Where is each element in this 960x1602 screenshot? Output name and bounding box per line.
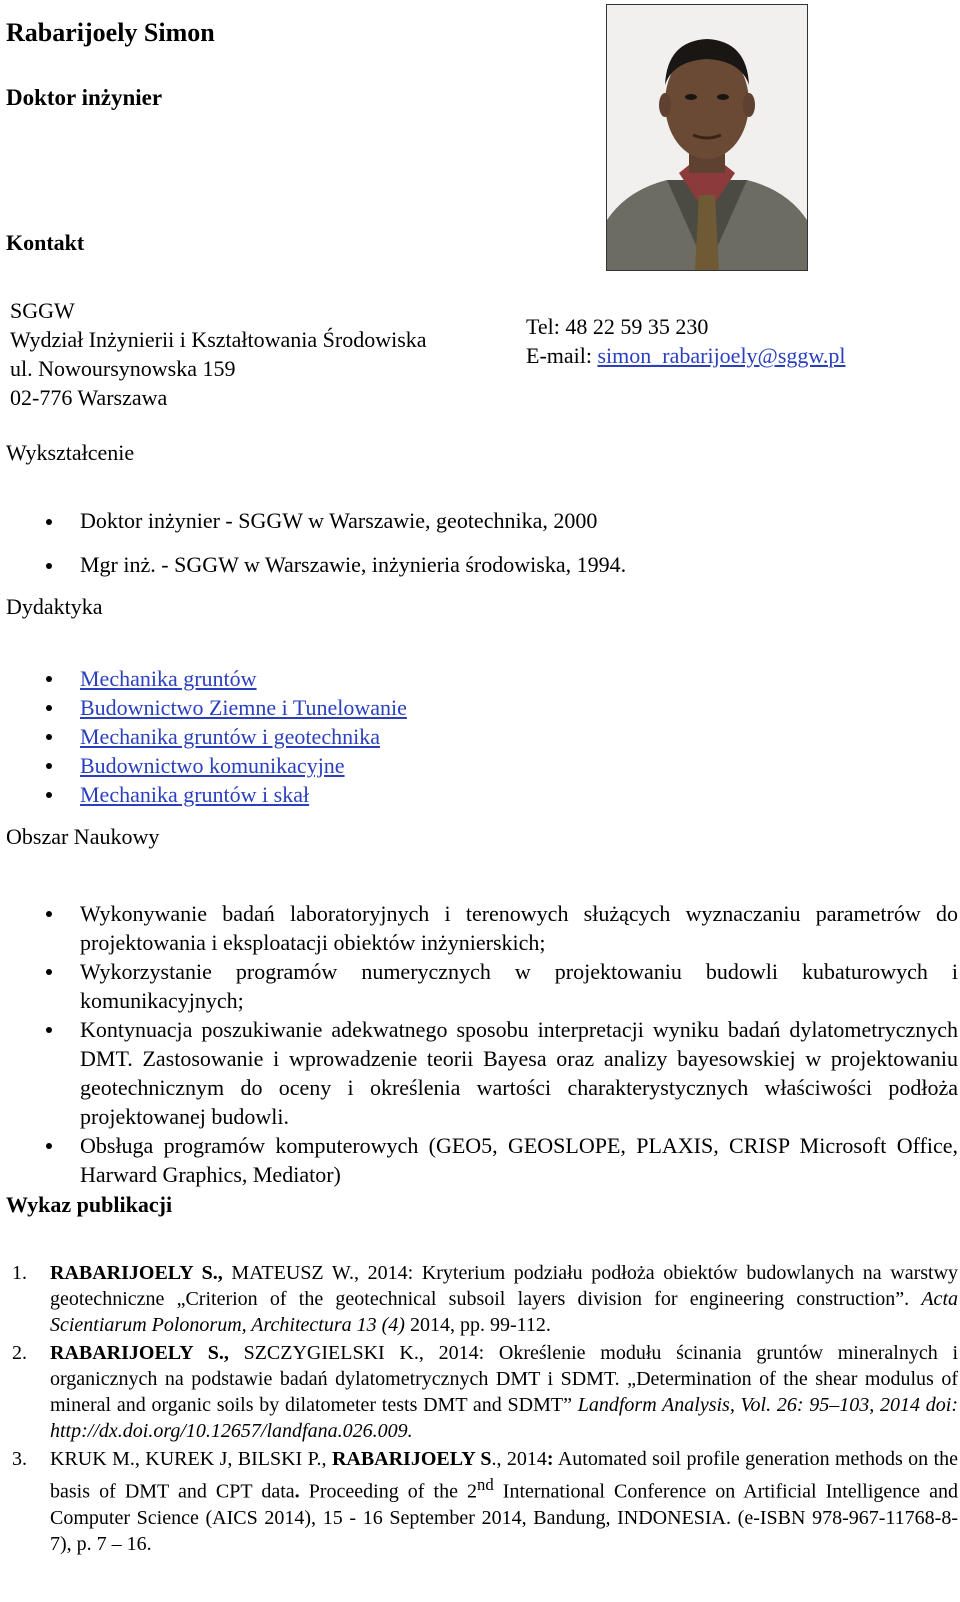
bullet-icon: [46, 734, 52, 740]
publication-number: 3.: [12, 1448, 27, 1470]
contact-heading: Kontakt: [6, 230, 85, 255]
publication-text: , 2014: Kryterium podziału podłoża obiektów budowlanych na warstwy geotechniczne „Criterion of the geotechnical subsoil layers division for engineering construction”.: [50, 1262, 959, 1310]
publication-coauthor: SZCZYGIELSKI K.: [228, 1342, 419, 1364]
email-link[interactable]: simon_rabarijoely@sggw.pl: [597, 343, 846, 368]
bullet-icon: [46, 519, 52, 525]
publication-journal: Acta Scientiarum Polonorum, Architectura 13 (4): [50, 1288, 958, 1336]
course-link[interactable]: Mechanika gruntów: [80, 666, 257, 691]
contact-details: [526, 312, 845, 370]
education-list: [6, 506, 926, 594]
email-label: E-mail:: [526, 343, 598, 368]
list-item: [6, 693, 926, 722]
address-block: [10, 296, 427, 412]
publication-number: 2.: [12, 1342, 27, 1364]
publication-proceeding: Proceeding of the 2: [299, 1480, 478, 1503]
list-item: [6, 722, 926, 751]
publication-author-main: RABARIJOELY S: [331, 1448, 492, 1470]
publication-number: 1.: [12, 1262, 27, 1284]
publication-author-main: RABARIJOELY S.,: [50, 1262, 223, 1284]
publication-colon: :: [546, 1448, 554, 1470]
bullet-icon: [46, 763, 52, 769]
bullet-icon: [46, 676, 52, 682]
list-item: [6, 957, 958, 1015]
list-item: [6, 899, 958, 957]
teaching-list: [6, 664, 926, 809]
research-item: Kontynuacja poszukiwanie adekwatnego sposobu interpretacji wyniku badań dylatometrycznych DMT. Zastosowanie i wprowadzenie teorii Bayesa oraz analizy bayesowskiej w projektowaniu geotechnicznym do oceny i określenia wartości charakterystycznych właściwości podłoża projektowanej budowli.: [80, 1017, 958, 1129]
teaching-heading: Dydaktyka: [6, 594, 103, 619]
publication-item: [6, 1340, 958, 1444]
address-line: Wydział Inżynierii i Kształtowania Środowiska: [10, 327, 427, 352]
publication-text: , 2014: Określenie modułu ścinania gruntów mineralnych i organicznych na podstawie badań dylatometrycznych DMT i SDMT. „Determination of the shear modulus of mineral and organic soils by dilatometer tests DMT and SDMT”: [50, 1342, 958, 1416]
publication-conference: International Conference on Artificial Intelligence and Computer Science (AICS 2014), 15 - 16 September 2014, Bandung, INDONESIA. (e-ISBN 978-967-11768-8-7), p. 7 – 16.: [50, 1480, 958, 1555]
address-line: 02-776 Warszawa: [10, 385, 168, 410]
phone-number: Tel: 48 22 59 35 230: [526, 314, 709, 339]
publication-journal: Landform Analysis, Vol. 26: 95–103, 2014 doi: http://dx.doi.org/10.12657/landfana.026.009.: [50, 1394, 958, 1442]
publications-list: [6, 1260, 958, 1559]
research-item: Wykorzystanie programów numerycznych w projektowaniu budowli kubaturowych i komunikacyjnych;: [80, 959, 958, 1013]
education-item: Doktor inżynier - SGGW w Warszawie, geotechnika, 2000: [80, 508, 598, 533]
list-item: [6, 550, 926, 594]
publication-coauthors: KRUK M., KUREK J, BILSKI P.,: [50, 1448, 332, 1470]
course-link[interactable]: Mechanika gruntów i skał: [80, 782, 310, 807]
publication-author-main: RABARIJOELY S.,: [50, 1342, 229, 1364]
address-line: ul. Nowoursynowska 159: [10, 356, 236, 381]
person-name: Rabarijoely Simon: [6, 18, 215, 47]
course-link[interactable]: Budownictwo komunikacyjne: [80, 753, 345, 778]
list-item: [6, 1015, 958, 1131]
publication-item: [6, 1446, 958, 1557]
publication-title: Automated soil profile generation methods on the basis of DMT and CPT data: [50, 1448, 959, 1503]
publication-coauthor: MATEUSZ W.: [222, 1262, 354, 1284]
portrait-image: [607, 5, 807, 270]
education-item: Mgr inż. - SGGW w Warszawie, inżynieria środowiska, 1994.: [80, 552, 627, 577]
course-link[interactable]: Mechanika gruntów i geotechnika: [80, 724, 380, 749]
email-row: [526, 341, 845, 370]
research-heading: Obszar Naukowy: [6, 824, 160, 849]
publication-item: [6, 1260, 958, 1338]
list-item: [6, 1131, 958, 1189]
bullet-icon: [46, 911, 52, 917]
research-item: Wykonywanie badań laboratoryjnych i terenowych służących wyznaczaniu parametrów do projektowania i eksploatacji obiektów inżynierskich;: [80, 901, 958, 955]
research-item: Obsługa programów komputerowych (GEO5, GEOSLOPE, PLAXIS, CRISP Microsoft Office, Harward Graphics, Mediator): [80, 1133, 958, 1187]
bullet-icon: [46, 1027, 52, 1033]
address-line: SGGW: [10, 298, 75, 323]
list-item: [6, 506, 926, 550]
bullet-icon: [46, 1143, 52, 1149]
publication-tail: 2014, pp. 99-112.: [404, 1314, 551, 1336]
bullet-icon: [46, 705, 52, 711]
research-list: [6, 899, 958, 1189]
education-heading: Wykształcenie: [6, 440, 135, 465]
bullet-icon: [46, 969, 52, 975]
bullet-icon: [46, 792, 52, 798]
portrait-photo: [606, 4, 808, 271]
list-item: [6, 664, 926, 693]
publication-sup: nd: [477, 1475, 494, 1494]
publication-text: ., 2014: [491, 1448, 547, 1470]
list-item: [6, 751, 926, 780]
publications-heading: Wykaz publikacji: [6, 1192, 173, 1217]
publication-dot: .: [294, 1480, 300, 1503]
person-title: Doktor inżynier: [6, 85, 163, 110]
bullet-icon: [46, 563, 52, 569]
list-item: [6, 780, 926, 809]
course-link[interactable]: Budownictwo Ziemne i Tunelowanie: [80, 695, 407, 720]
